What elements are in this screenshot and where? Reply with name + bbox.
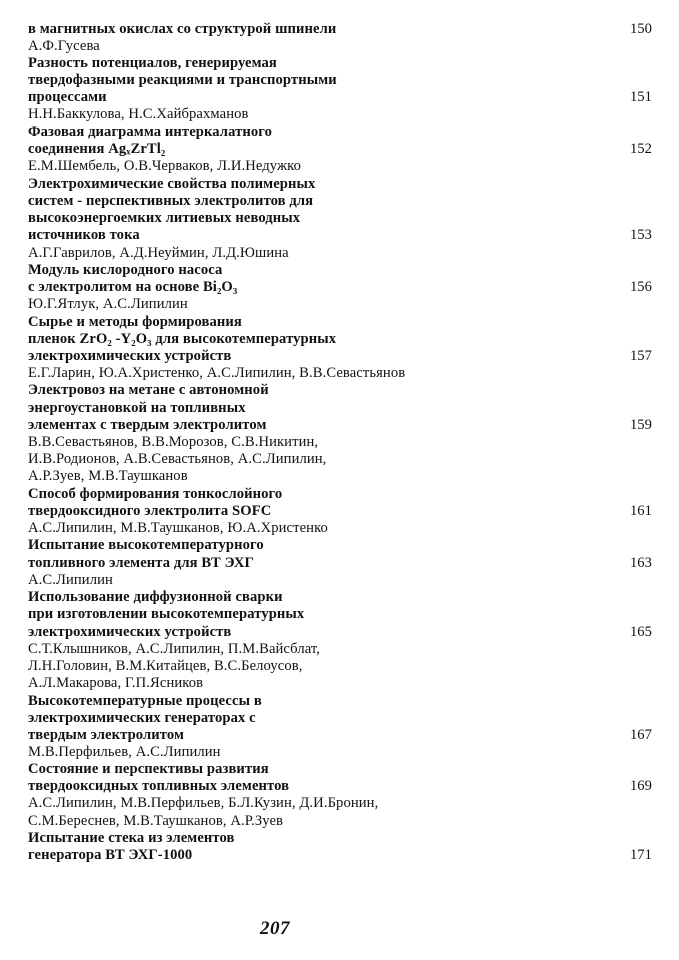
toc-entry-title-line: источников тока (28, 227, 140, 243)
toc-entry-title-line: Использование диффузионной сварки (28, 589, 283, 605)
toc-entry-title-line: твердооксидных топливных элементов (28, 778, 290, 794)
toc-entry-authors-line: А.Р.Зуев, М.В.Таушканов (28, 468, 188, 484)
toc-page-number: 163 (630, 555, 652, 571)
toc-entry-authors-line: А.Г.Гаврилов, А.Д.Неуймин, Л.Д.Юшина (28, 245, 289, 261)
toc-entry-authors-line: Н.Н.Баккулова, Н.С.Хайбрахманов (28, 106, 249, 122)
toc-entry-title-line: с электролитом на основе Bi₂O₃ (28, 279, 238, 295)
toc-entry-authors-line: А.Ф.Гусева (28, 38, 100, 54)
toc-page-number: 159 (630, 417, 652, 433)
toc-entry-authors-line: И.В.Родионов, А.В.Севастьянов, А.С.Липилин, (28, 451, 327, 467)
toc-page-number: 161 (630, 503, 652, 519)
toc-entry-authors-line: Л.Н.Головин, В.М.Китайцев, В.С.Белоусов, (28, 658, 303, 674)
toc-page-number: 169 (630, 778, 652, 794)
toc-entry-title-line: электрохимических устройств (28, 624, 232, 640)
toc-entry-title-line: энергоустановкой на топливных (28, 400, 246, 416)
toc-entry-authors-line: Ю.Г.Ятлук, А.С.Липилин (28, 296, 188, 312)
toc-entry-title-line: процессами (28, 89, 107, 105)
toc-entry-title-line: соединения AgₓZrTl₂ (28, 141, 166, 157)
toc-entry-title-line: Высокотемпературные процессы в (28, 693, 262, 709)
toc-page-number: 171 (630, 847, 652, 863)
toc-page-number: 152 (630, 141, 652, 157)
toc-entry-title-line: твердым электролитом (28, 727, 185, 743)
toc-page-number: 165 (630, 624, 652, 640)
toc-entry-title-line: Состояние и перспективы развития (28, 761, 269, 777)
toc-entry-title-line: Электровоз на метане с автономной (28, 382, 269, 398)
toc-page-number: 153 (630, 227, 652, 243)
toc-entry-authors-line: Е.М.Шембель, О.В.Черваков, Л.И.Недужко (28, 158, 302, 174)
toc-entry-authors-line: А.С.Липилин (28, 572, 113, 588)
toc-entry-title-line: Сырье и методы формирования (28, 314, 242, 330)
toc-entry-title-line: твердофазными реакциями и транспортными (28, 72, 337, 88)
toc-entry-authors-line: М.В.Перфильев, А.С.Липилин (28, 744, 221, 760)
toc-entry-title-line: при изготовлении высокотемпературных (28, 606, 305, 622)
toc-page-number: 150 (630, 21, 652, 37)
toc-entry-authors-line: В.В.Севастьянов, В.В.Морозов, С.В.Никитин, (28, 434, 319, 450)
toc-entry-title-line: высокоэнергоемких литиевых неводных (28, 210, 301, 226)
toc-entry-authors-line: С.М.Береснев, М.В.Таушканов, А.Р.Зуев (28, 813, 284, 829)
toc-entry-title-line: Разность потенциалов, генерируемая (28, 55, 277, 71)
toc-entry-title-line: пленок ZrO₂ -Y₂O₃ для высокотемпературных (28, 331, 337, 347)
toc-entry-authors-line: Е.Г.Ларин, Ю.А.Христенко, А.С.Липилин, В.В.Севастьянов (28, 365, 406, 381)
toc-entry-title-line: электрохимических устройств (28, 348, 232, 364)
toc-entry-title-line: Способ формирования тонкослойного (28, 486, 283, 502)
toc-entry-authors-line: А.Л.Макарова, Г.П.Ясников (28, 675, 204, 691)
toc-page-number: 167 (630, 727, 652, 743)
toc-entry-title-line: Испытание высокотемпературного (28, 537, 264, 553)
toc-entry-title-line: Фазовая диаграмма интеркалатного (28, 124, 273, 140)
toc-entry-authors-line: С.Т.Клышников, А.С.Липилин, П.М.Вайсблат, (28, 641, 321, 657)
toc-entry-title-line: систем - перспективных электролитов для (28, 193, 314, 209)
toc-page-number: 157 (630, 348, 652, 364)
toc-entry-title-line: топливного элемента для ВТ ЭХГ (28, 555, 254, 571)
toc-entry-title-line: Испытание стека из элементов (28, 830, 235, 846)
toc-page-number: 156 (630, 279, 652, 295)
toc-page-number: 151 (630, 89, 652, 105)
toc-entry-authors-line: А.С.Липилин, М.В.Таушканов, Ю.А.Христенко (28, 520, 328, 536)
toc-entry-authors-line: А.С.Липилин, М.В.Перфильев, Б.Л.Кузин, Д.И.Бронин, (28, 795, 379, 811)
toc-entry-title-line: генератора ВТ ЭХГ-1000 (28, 847, 193, 863)
toc-entry-title-line: Модуль кислородного насоса (28, 262, 223, 278)
toc-entry-title-line: электрохимических генераторах с (28, 710, 256, 726)
page-footer-number: 207 (260, 918, 290, 939)
toc-entry-title-line: элементах с твердым электролитом (28, 417, 267, 433)
toc-entry-title-line: твердооксидного электролита SOFC (28, 503, 272, 519)
toc-entry-title-line: в магнитных окислах со структурой шпинели (28, 21, 337, 37)
toc-entry-title-line: Электрохимические свойства полимерных (28, 176, 316, 192)
